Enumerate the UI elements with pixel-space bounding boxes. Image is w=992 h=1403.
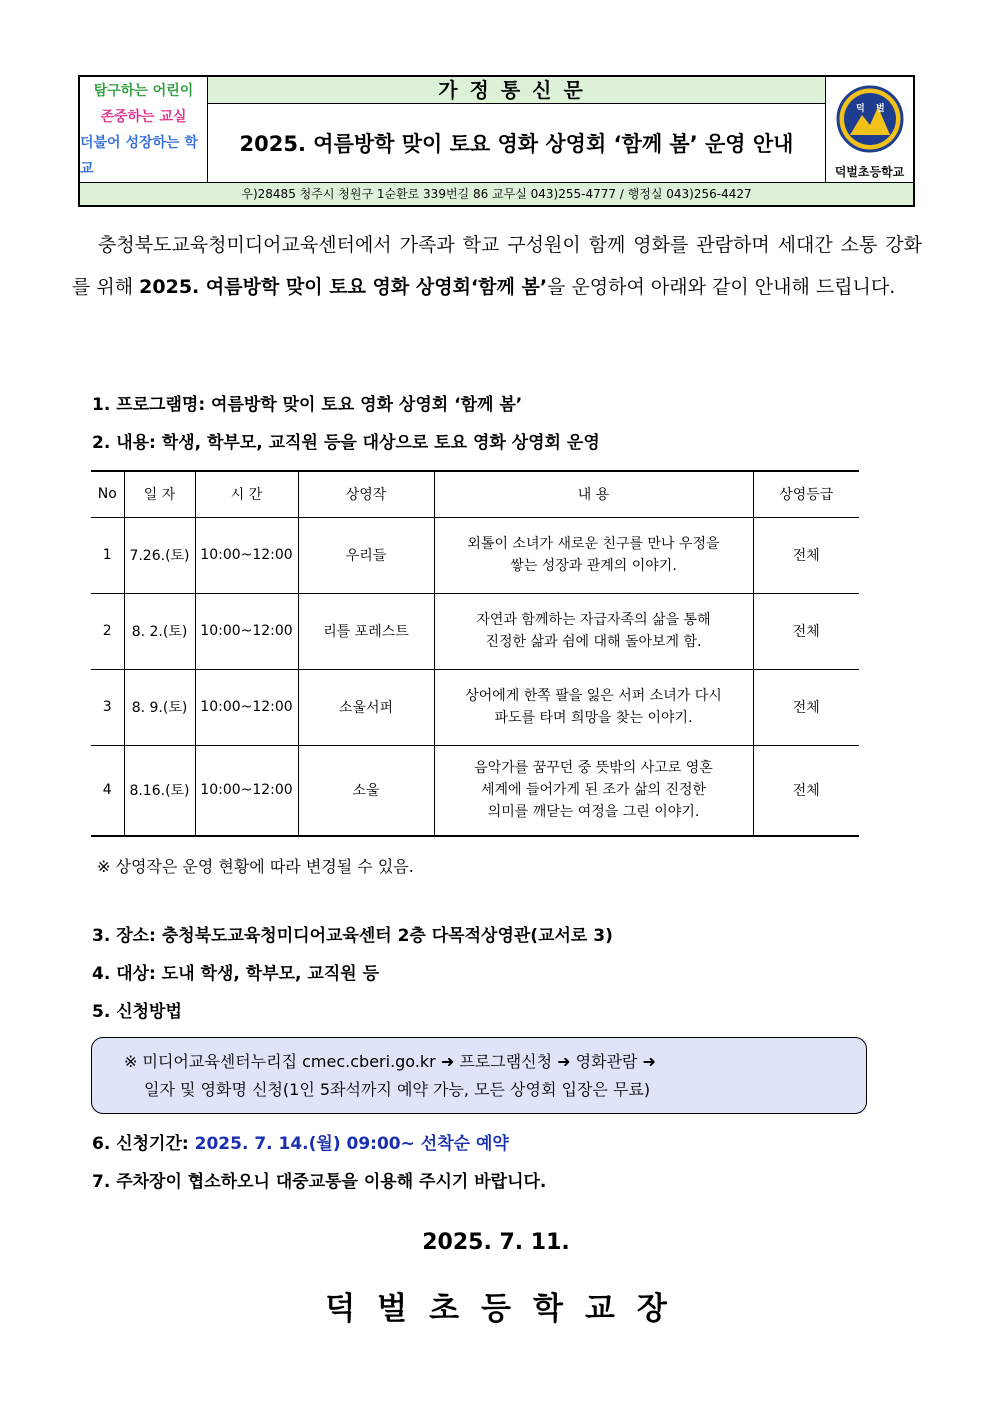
cell-date: 8. 2.(토)	[124, 593, 195, 669]
cell-date: 8. 9.(토)	[124, 669, 195, 745]
cell-rating: 전체	[753, 669, 859, 745]
cell-content	[434, 745, 753, 836]
item-parking-notice: 7. 주차장이 협소하오니 대중교통을 이용해 주시기 바랍니다.	[92, 1172, 547, 1192]
schedule-note: ※ 상영작은 운영 현황에 따라 변경될 수 있음.	[97, 857, 414, 876]
school-address: 우)28485 청주시 청원구 1순환로 339번길 86 교무실 043)255-4777 / 행정실 043)256-4427	[80, 183, 913, 205]
item-target: 4. 대상: 도내 학생, 학부모, 교직원 등	[92, 964, 379, 984]
cell-no: 1	[91, 517, 124, 593]
content-line: 의미를 깨닫는 여정을 그린 이야기.	[487, 804, 700, 821]
intro-text-after: 을 운영하여 아래와 같이 안내해 드립니다.	[547, 276, 896, 298]
header-content: 내 용	[434, 471, 753, 517]
table-row	[91, 517, 859, 593]
header-date: 일 자	[124, 471, 195, 517]
header-no: No	[91, 471, 124, 517]
intro-text-bold: 2025. 여름방학 맞이 토요 영화 상영회‘함께 봄’	[139, 276, 548, 298]
table-header-row	[91, 471, 859, 517]
apply-method-box	[91, 1037, 867, 1114]
cell-content	[434, 517, 753, 593]
emblem-char-1: 덕	[855, 104, 865, 114]
document-kind: 가정통신문	[208, 77, 825, 104]
cell-content	[434, 669, 753, 745]
school-name: 덕벌초등학교	[834, 165, 905, 179]
content-line: 음악가를 꿈꾸던 중 뜻밖의 사고로 영혼	[474, 760, 713, 777]
cell-time: 10:00~12:00	[195, 745, 298, 836]
header-movie: 상영작	[298, 471, 434, 517]
table-row	[91, 745, 859, 836]
cell-date: 8.16.(토)	[124, 745, 195, 836]
slogan-line-2: 존중하는 교실	[100, 108, 187, 125]
intro-text-before: 충청북도교육청미디어교육센터에서 가족과 학교 구성원이 함께 영화를 관람하며 세대간 소통 강화를 위해	[72, 234, 922, 298]
cell-no: 3	[91, 669, 124, 745]
cell-no: 2	[91, 593, 124, 669]
emblem-char-2: 벌	[875, 104, 885, 114]
content-line: 외톨이 소녀가 새로운 친구를 만나 우정을	[467, 536, 720, 552]
slogan-line-1: 탐구하는 어린이	[93, 82, 194, 99]
cell-rating: 전체	[753, 517, 859, 593]
content-line: 자연과 함께하는 자급자족의 삶을 통해	[476, 612, 711, 628]
content-line: 상어에게 한쪽 팔을 잃은 서퍼 소녀가 다시	[465, 688, 722, 704]
cell-rating: 전체	[753, 745, 859, 836]
principal-signature: 덕벌초등학교장	[325, 1291, 689, 1327]
header-time: 시 간	[195, 471, 298, 517]
issue-date: 2025. 7. 11.	[422, 1230, 570, 1255]
cell-movie: 리틀 포레스트	[298, 593, 434, 669]
cell-time: 10:00~12:00	[195, 669, 298, 745]
cell-time: 10:00~12:00	[195, 593, 298, 669]
table-row	[91, 669, 859, 745]
content-line: 세계에 들어가게 된 조가 삶의 진정한	[480, 782, 707, 799]
table-row	[91, 593, 859, 669]
content-line: 쌓는 성장과 관계의 이야기.	[510, 558, 677, 574]
apply-line-2: 일자 및 영화명 신청(1인 5좌석까지 예약 가능, 모든 상영회 입장은 무료)	[144, 1080, 651, 1099]
document-title: 2025. 여름방학 맞이 토요 영화 상영회 ‘함께 봄’ 운영 안내	[208, 104, 825, 183]
school-slogan-logo	[80, 77, 208, 183]
item-content: 2. 내용: 학생, 학부모, 교직원 등을 대상으로 토요 영화 상영회 운영	[92, 433, 600, 453]
school-emblem-icon	[836, 85, 904, 153]
intro-paragraph	[72, 224, 922, 308]
cell-no: 4	[91, 745, 124, 836]
item-program-name: 1. 프로그램명: 여름방학 맞이 토요 영화 상영회 ‘함께 봄’	[92, 395, 523, 415]
cell-content	[434, 593, 753, 669]
cell-movie: 소울서퍼	[298, 669, 434, 745]
cell-time: 10:00~12:00	[195, 517, 298, 593]
content-line: 진정한 삶과 쉼에 대해 돌아보게 함.	[485, 634, 702, 650]
item-apply-method: 5. 신청방법	[92, 1002, 182, 1022]
slogan-line-3: 더불어 성장하는 학교	[80, 134, 198, 177]
content-line: 파도를 타며 희망을 찾는 이야기.	[494, 710, 693, 726]
apply-period-value: 2025. 7. 14.(월) 09:00~ 선착순 예약	[194, 1134, 509, 1154]
header-rating: 상영등급	[753, 471, 859, 517]
cell-rating: 전체	[753, 593, 859, 669]
cell-movie: 우리들	[298, 517, 434, 593]
school-emblem-box	[825, 77, 913, 183]
schedule-table	[91, 470, 859, 837]
apply-line-1: ※ 미디어교육센터누리집 cmec.cberi.go.kr ➜ 프로그램신청 ➜ 영화관람 ➜	[124, 1052, 656, 1071]
cell-date: 7.26.(토)	[124, 517, 195, 593]
item-location: 3. 장소: 충청북도교육청미디어교육센터 2층 다목적상영관(교서로 3)	[92, 926, 613, 946]
apply-period-label: 6. 신청기간:	[92, 1134, 195, 1154]
letter-header	[78, 75, 915, 207]
cell-movie: 소울	[298, 745, 434, 836]
item-apply-period	[92, 1129, 509, 1154]
